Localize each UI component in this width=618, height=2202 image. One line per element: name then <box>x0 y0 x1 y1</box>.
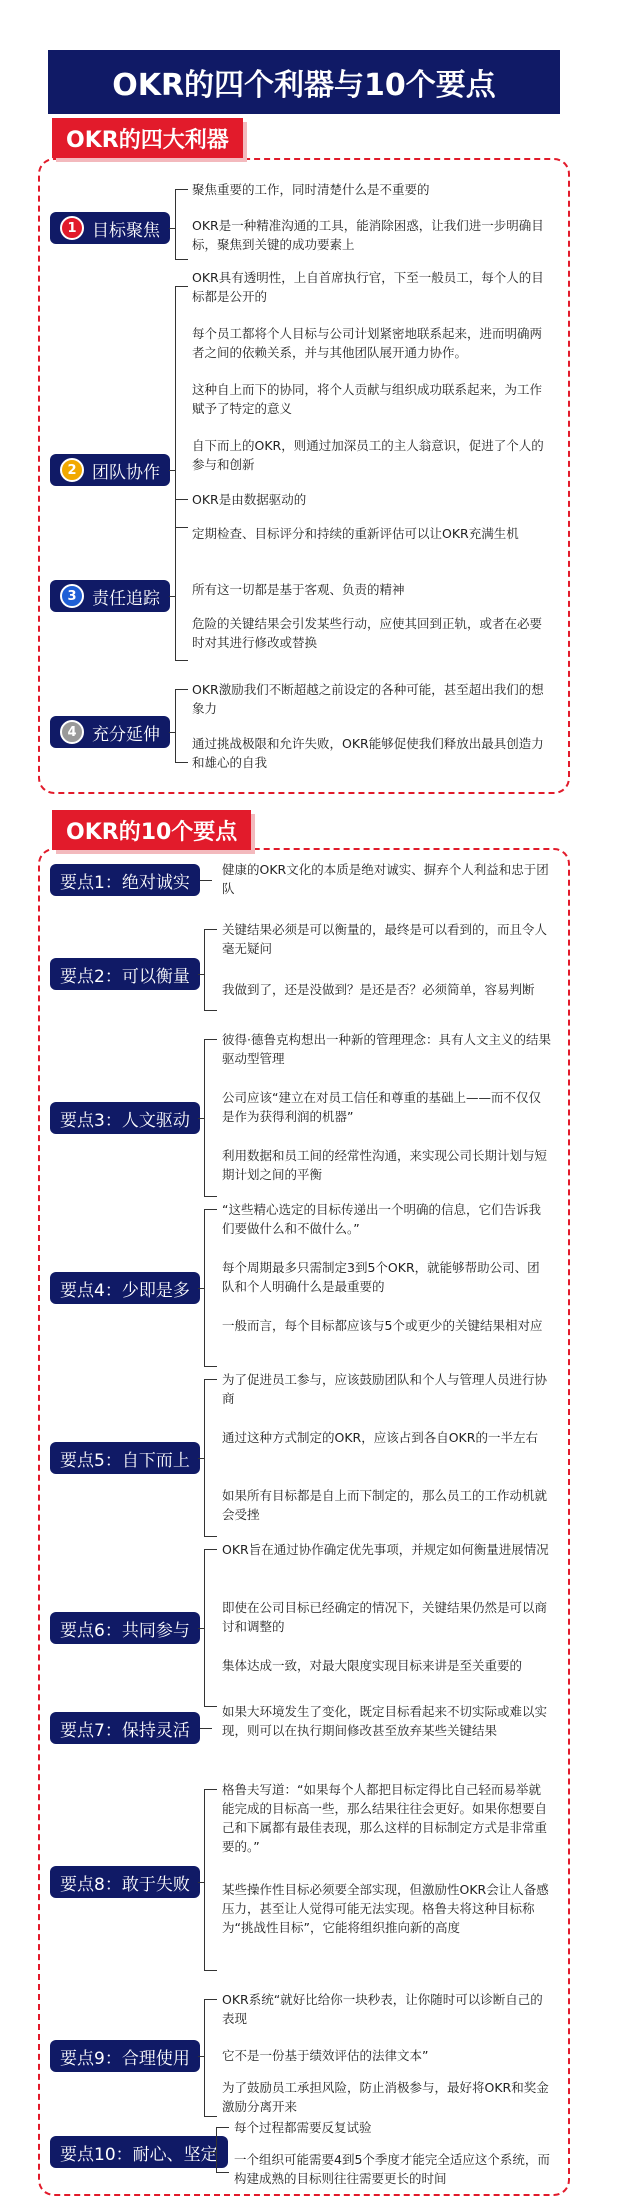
bracket-stub <box>198 2056 204 2057</box>
bracket-stub <box>169 228 175 229</box>
tool-text: 聚焦重要的工作，同时清楚什么是不重要的 <box>192 182 430 197</box>
point-text: 彼得·德鲁克构想出一种新的管理理念：具有人文主义的结果驱动型管理 <box>222 1032 551 1066</box>
point-node <box>50 958 200 990</box>
point-node <box>50 1272 200 1304</box>
tool-text: 所有这一切都是基于客观、负责的精神 <box>192 582 405 597</box>
point-node <box>50 864 200 896</box>
bracket-stub <box>210 2152 216 2153</box>
bracket-line <box>175 689 188 763</box>
point-node <box>50 1442 200 1474</box>
point-label: 要点3：人文驱动 <box>60 1110 190 1131</box>
point-label: 要点9：合理使用 <box>60 2048 190 2069</box>
connector-line <box>200 1728 212 1729</box>
bracket-line <box>175 499 188 661</box>
point-text: 它不是一份基于绩效评估的法律文本” <box>222 2048 429 2063</box>
tool-text: 每个员工都将个人目标与公司计划紧密地联系起来，进而明确两者之间的依赖关系，并与其他团队展开通力协作。 <box>192 326 543 360</box>
tool-node <box>50 716 170 748</box>
point-node <box>50 1712 200 1744</box>
bracket-stub <box>198 1118 204 1119</box>
tool-text: 定期检查、目标评分和持续的重新评估可以让OKR充满生机 <box>192 526 519 541</box>
bracket-line <box>175 189 188 260</box>
tool-text: 自下而上的OKR，则通过加深员工的主人翁意识，促进了个人的参与和创新 <box>192 438 544 472</box>
point-text: “这些精心选定的目标传递出一个明确的信息，它们告诉我们要做什么和不做什么。” <box>222 1202 541 1236</box>
bracket-stub <box>198 1882 204 1883</box>
number-4-icon: 4 <box>60 720 84 744</box>
point-text: 为了鼓励员工承担风险，防止消极参与，最好将OKR和奖金激励分离开来 <box>222 2080 549 2114</box>
bracket-line <box>204 1999 217 2117</box>
number-2-icon: 2 <box>60 458 84 482</box>
point-node <box>50 1612 200 1644</box>
bracket-line <box>204 1549 217 1707</box>
point-text: 关键结果必须是可以衡量的，最终是可以看到的，而且令人毫无疑问 <box>222 922 548 956</box>
tool-text: OKR激励我们不断超越之前设定的各种可能，甚至超出我们的想象力 <box>192 682 544 716</box>
number-1-icon: 1 <box>60 216 84 240</box>
tool-text: 危险的关键结果会引发某些行动，应使其回到正轨，或者在必要时对其进行修改或替换 <box>192 616 543 650</box>
point-text: 每个过程都需要反复试验 <box>234 2120 372 2135</box>
tool-text: 通过挑战极限和允许失败，OKR能够促使我们释放出最具创造力和雄心的自我 <box>192 736 544 770</box>
point-text: 一个组织可能需要4到5个季度才能完全适应这个系统，而构建成熟的目标则往往需要更长的时间 <box>234 2152 550 2186</box>
point-text: 某些操作性目标必须要全部实现，但激励性OKR会让人备感压力，甚至让人觉得可能无法实现。格鲁夫将这种目标称为“挑战性目标”，它能将组织推向新的高度 <box>222 1882 549 1935</box>
tool-text: OKR是由数据驱动的 <box>192 492 307 507</box>
point-text: 格鲁夫写道：“如果每个人都把目标定得比自己轻而易举就能完成的目标高一些，那么结果往往会更好。如果你想要自己和下属都有最佳表现，那么这样的目标制定方式是非常重要的。” <box>222 1782 548 1854</box>
point-label: 要点4：少即是多 <box>60 1280 190 1301</box>
tool-label: 团队协作 <box>92 462 160 483</box>
point-node <box>50 1866 200 1898</box>
point-node <box>50 2136 228 2168</box>
point-node <box>50 1102 200 1134</box>
ten-points-box <box>38 848 570 2196</box>
point-label: 要点7：保持灵活 <box>60 1720 190 1741</box>
point-label: 要点5：自下而上 <box>60 1450 190 1471</box>
bracket-line <box>175 286 188 528</box>
point-text: 集体达成一致，对最大限度实现目标来讲是至关重要的 <box>222 1658 523 1673</box>
point-label: 要点8：敢于失败 <box>60 1874 190 1895</box>
point-text: 健康的OKR文化的本质是绝对诚实、摒弃个人利益和忠于团队 <box>222 862 549 896</box>
point-text: 为了促进员工参与，应该鼓励团队和个人与管理人员进行协商 <box>222 1372 548 1406</box>
bracket-stub <box>169 732 175 733</box>
point-label: 要点1：绝对诚实 <box>60 872 190 893</box>
point-text: OKR旨在通过协作确定优先事项，并规定如何衡量进展情况 <box>222 1542 549 1557</box>
point-text: 利用数据和员工间的经常性沟通，来实现公司长期计划与短期计划之间的平衡 <box>222 1148 548 1182</box>
section-label-four-tools: OKR的四大利器 <box>52 118 243 158</box>
bracket-line <box>216 2127 229 2173</box>
number-3-icon: 3 <box>60 584 84 608</box>
four-tools-box <box>38 158 570 794</box>
point-label: 要点10：耐心、坚定 <box>60 2144 218 2165</box>
bracket-line <box>204 929 217 1011</box>
bracket-stub <box>198 1288 204 1289</box>
tool-label: 目标聚焦 <box>92 220 160 241</box>
section-label-ten-points: OKR的10个要点 <box>52 810 251 850</box>
bracket-stub <box>169 470 175 471</box>
connector-line <box>200 880 212 881</box>
point-text: OKR系统“就好比给你一块秒表，让你随时可以诊断自己的表现 <box>222 1992 543 2026</box>
bracket-line <box>204 1039 217 1197</box>
point-text: 如果大环境发生了变化，既定目标看起来不切实际或难以实现，则可以在执行期间修改甚至放弃某些关键结果 <box>222 1704 548 1738</box>
bracket-stub <box>198 1458 204 1459</box>
point-text: 即使在公司目标已经确定的情况下，关键结果仍然是可以商讨和调整的 <box>222 1600 548 1634</box>
bracket-stub <box>169 596 175 597</box>
tool-node <box>50 212 170 244</box>
bracket-line <box>204 1789 217 1971</box>
point-label: 要点2：可以衡量 <box>60 966 190 987</box>
point-text: 一般而言，每个目标都应该与5个或更少的关键结果相对应 <box>222 1318 543 1333</box>
point-text: 通过这种方式制定的OKR，应该占到各自OKR的一半左右 <box>222 1430 538 1445</box>
tool-label: 责任追踪 <box>92 588 160 609</box>
tool-label: 充分延伸 <box>92 724 160 745</box>
point-text: 每个周期最多只需制定3到5个OKR，就能够帮助公司、团队和个人明确什么是最重要的 <box>222 1260 540 1294</box>
point-text: 如果所有目标都是自上而下制定的，那么员工的工作动机就会受挫 <box>222 1488 548 1522</box>
point-label: 要点6：共同参与 <box>60 1620 190 1641</box>
tool-text: OKR是一种精准沟通的工具，能消除困惑，让我们进一步明确目标，聚焦到关键的成功要素上 <box>192 218 544 252</box>
tool-node <box>50 580 170 612</box>
point-text: 公司应该“建立在对员工信任和尊重的基础上——而不仅仅是作为获得利润的机器” <box>222 1090 541 1124</box>
bracket-line <box>204 1379 217 1537</box>
point-text: 我做到了，还是没做到？是还是否？必须简单，容易判断 <box>222 982 535 997</box>
page-title: OKR的四个利器与10个要点 <box>48 50 560 114</box>
tool-text: 这种自上而下的协同，将个人贡献与组织成功联系起来，为工作赋予了特定的意义 <box>192 382 543 416</box>
bracket-stub <box>198 1628 204 1629</box>
bracket-line <box>204 1209 217 1367</box>
bracket-stub <box>198 974 204 975</box>
point-node <box>50 2040 200 2072</box>
tool-node <box>50 454 170 486</box>
tool-text: OKR具有透明性，上自首席执行官，下至一般员工，每个人的目标都是公开的 <box>192 270 544 304</box>
